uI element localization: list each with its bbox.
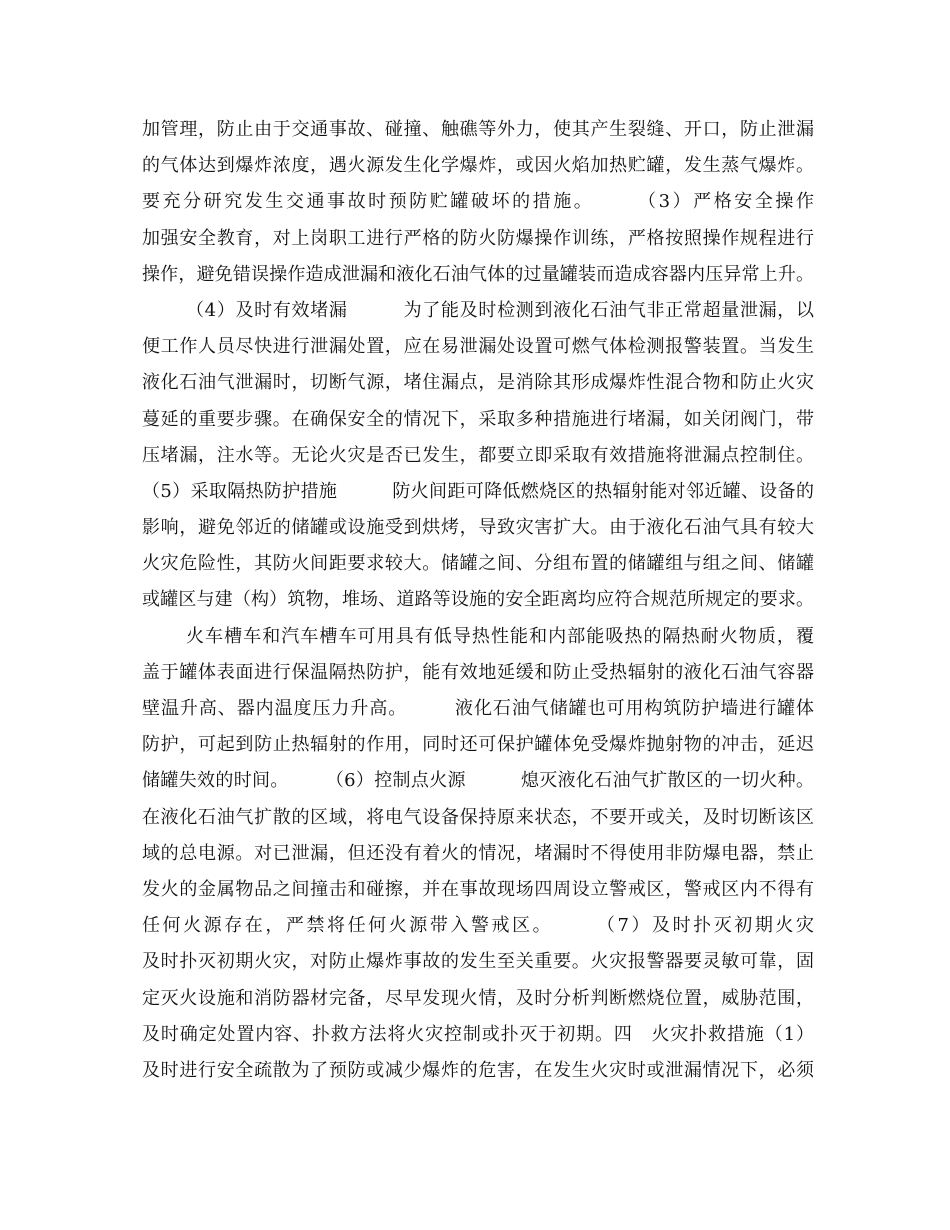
text-line: 域的总电源。对已泄漏，但还没有着火的情况，堵漏时不得使用非防爆电器，禁止 [142,842,814,864]
text-line: 及时确定处置内容、扑救方法将火灾控制或扑灭于初期。四 火灾扑救措施（1） [142,1023,814,1045]
text-line: 要充分研究发生交通事故时预防贮罐破坏的措施。 （3）严格安全操作 [142,191,814,213]
text-line: 定灭火设施和消防器材完备，尽早发现火情，及时分析判断燃烧位置，威胁范围， [142,987,814,1009]
text-line: 操作，避免错误操作造成泄漏和液化石油气体的过量罐装而造成容器内压异常上升。 [142,263,814,285]
text-line: 加管理，防止由于交通事故、碰撞、触礁等外力，使其产生裂缝、开口，防止泄漏 [142,119,814,140]
text-line: 及时进行安全疏散为了预防或减少爆炸的危害，在发生火灾时或泄漏情况下，必须 [142,1059,814,1081]
text-line: （4）及时有效堵漏 为了能及时检测到液化石油气非正常超量泄漏，以 [186,299,814,321]
text-line: 储罐失效的时间。 （6）控制点火源 熄灭液化石油气扩散区的一切火种。 [142,770,814,792]
text-line: 盖于罐体表面进行保温隔热防护，能有效地延缓和防止受热辐射的液化石油气容器 [142,661,814,683]
text-line: 压堵漏，注水等。无论火灾是否已发生，都要立即采取有效措施将泄漏点控制住。 [142,444,814,466]
text-line: 的气体达到爆炸浓度，遇火源发生化学爆炸，或因火焰加热贮罐，发生蒸气爆炸。 [142,155,814,177]
text-line: 壁温升高、器内温度压力升高。 液化石油气储罐也可用构筑防护墙进行罐体 [142,698,814,719]
text-line: 影响，避免邻近的储罐或设施受到烘烤，导致灾害扩大。由于液化石油气具有较大 [142,517,814,539]
text-line: 液化石油气泄漏时，切断气源，堵住漏点，是消除其形成爆炸性混合物和防止火灾 [142,372,814,394]
text-line: 蔓延的重要步骤。在确保安全的情况下，采取多种措施进行堵漏，如关闭阀门，带 [142,408,814,430]
text-line: 或罐区与建（构）筑物，堆场、道路等设施的安全距离均应符合规范所规定的要求。 [142,589,814,611]
text-line: （5）采取隔热防护措施 防火间距可降低燃烧区的热辐射能对邻近罐、设备的 [142,480,814,502]
text-line: 在液化石油气扩散的区域，将电气设备保持原来状态，不要开或关，及时切断该区 [142,806,814,828]
text-line: 防护，可起到防止热辐射的作用，同时还可保护罐体免受爆炸抛射物的冲击，延迟 [142,734,814,756]
text-line: 加强安全教育，对上岗职工进行严格的防火防爆操作训练，严格按照操作规程进行 [142,227,814,249]
body-text [142,112,814,1089]
text-line: 火灾危险性，其防火间距要求较大。储罐之间、分组布置的储罐组与组之间、储罐 [142,553,814,575]
text-line: 发火的金属物品之间撞击和碰擦，并在事故现场四周设立警戒区，警戒区内不得有 [142,878,814,900]
text-line: 及时扑灭初期火灾，对防止爆炸事故的发生至关重要。火灾报警器要灵敏可靠，固 [142,951,814,973]
text-line: 火车槽车和汽车槽车可用具有低导热性能和内部能吸热的隔热耐火物质，覆 [186,625,814,647]
text-line: 便工作人员尽快进行泄漏处置，应在易泄漏处设置可燃气体检测报警装置。当发生 [142,336,814,358]
text-line: 任何火源存在，严禁将任何火源带入警戒区。 （7）及时扑灭初期火灾 [142,915,814,937]
